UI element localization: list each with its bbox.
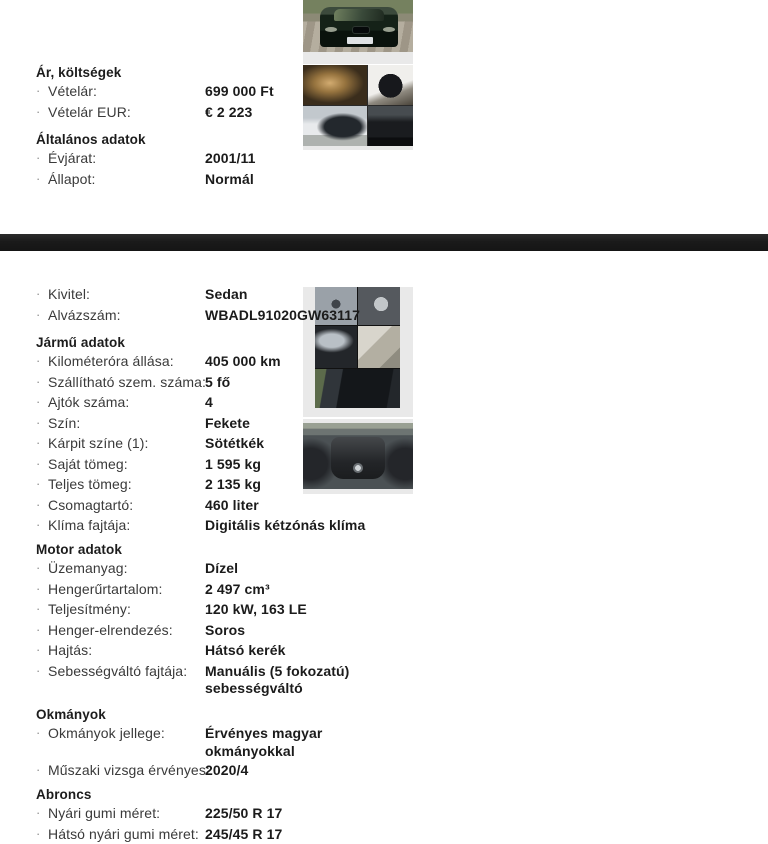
section-heading: Motor adatok: [36, 541, 456, 558]
car-grille-shape: [352, 26, 370, 34]
spec-value: Soros: [205, 620, 405, 640]
spec-label: Alvázszám:: [48, 305, 205, 326]
spec-row: [36, 372, 456, 393]
spec-row: [36, 824, 456, 844]
spec-value: 2020/4: [205, 760, 405, 780]
section-heading: Ár, költségek: [36, 64, 456, 81]
spec-label: Saját tömeg:: [48, 454, 205, 475]
section-vehicle: [36, 334, 456, 536]
bullet-dot: ·: [36, 760, 48, 781]
spec-label: Hengerűrtartalom:: [48, 579, 205, 600]
spec-row: [36, 579, 456, 600]
spec-row: [36, 284, 456, 305]
bullet-dot: ·: [36, 169, 48, 190]
section-heading: Abroncs: [36, 786, 456, 803]
section-heading: Okmányok: [36, 706, 456, 723]
bullet-dot: ·: [36, 81, 48, 102]
spec-row: [36, 495, 456, 516]
spec-label: Kilométeróra állása:: [48, 351, 205, 372]
spec-row: [36, 723, 456, 760]
bullet-dot: ·: [36, 579, 48, 600]
section-engine: [36, 541, 456, 698]
spec-label: Okmányok jellege:: [48, 723, 205, 744]
spec-value: 405 000 km: [205, 351, 405, 371]
car-license-plate-shape: [347, 37, 373, 44]
spec-label: Nyári gumi méret:: [48, 803, 205, 824]
section-divider-bar: [0, 234, 768, 251]
spec-value: 2001/11: [205, 148, 405, 168]
bullet-dot: ·: [36, 413, 48, 434]
spec-label: Henger-elrendezés:: [48, 620, 205, 641]
spec-label: Műszaki vizsga érvényes:: [48, 760, 205, 781]
spec-row: [36, 351, 456, 372]
spec-row: [36, 413, 456, 434]
spec-value: 460 liter: [205, 495, 405, 515]
spec-value: 4: [205, 392, 405, 412]
spec-value: Normál: [205, 169, 405, 189]
car-headlight-left-shape: [325, 27, 337, 32]
spec-label: Vételár:: [48, 81, 205, 102]
spec-row: [36, 81, 456, 102]
spec-row: [36, 760, 456, 781]
spec-label: Teljesítmény:: [48, 599, 205, 620]
section-heading: Általános adatok: [36, 131, 456, 148]
spec-label: Szállítható szem. száma:: [48, 372, 205, 393]
spec-label: Hátsó nyári gumi méret:: [48, 824, 205, 844]
bullet-dot: ·: [36, 102, 48, 123]
spec-label: Kivitel:: [48, 284, 205, 305]
bullet-dot: ·: [36, 803, 48, 824]
spec-label: Hajtás:: [48, 640, 205, 661]
car-windshield-shape: [334, 9, 384, 21]
spec-value: € 2 223: [205, 102, 405, 122]
spec-value: 5 fő: [205, 372, 405, 392]
spec-row: [36, 474, 456, 495]
bullet-dot: ·: [36, 305, 48, 326]
spec-value: Digitális kétzónás klíma: [205, 515, 405, 535]
bullet-dot: ·: [36, 599, 48, 620]
spec-row: [36, 640, 456, 661]
spec-row: [36, 102, 456, 123]
spec-label: Vételár EUR:: [48, 102, 205, 123]
spec-value: 225/50 R 17: [205, 803, 405, 823]
bullet-dot: ·: [36, 351, 48, 372]
spec-row: [36, 803, 456, 824]
spec-value: 245/45 R 17: [205, 824, 405, 844]
spec-value: Sedan: [205, 284, 405, 304]
spec-row: [36, 169, 456, 190]
spec-value: Hátsó kerék: [205, 640, 405, 660]
spec-row: [36, 515, 456, 536]
bullet-dot: ·: [36, 661, 48, 682]
bullet-dot: ·: [36, 723, 48, 744]
spec-row: [36, 599, 456, 620]
spec-row: [36, 305, 456, 326]
spec-value: Fekete: [205, 413, 405, 433]
spec-label: Évjárat:: [48, 148, 205, 169]
bullet-dot: ·: [36, 558, 48, 579]
spec-value: Manuális (5 fokozatú) sebességváltó: [205, 661, 405, 698]
spec-row: [36, 392, 456, 413]
spec-value: 120 kW, 163 LE: [205, 599, 405, 619]
section-tires: [36, 786, 456, 844]
bullet-dot: ·: [36, 515, 48, 536]
spec-row: [36, 433, 456, 454]
spec-label: Szín:: [48, 413, 205, 434]
bullet-dot: ·: [36, 495, 48, 516]
bullet-dot: ·: [36, 392, 48, 413]
spec-value: 2 135 kg: [205, 474, 405, 494]
spec-row: [36, 148, 456, 169]
spec-value: 699 000 Ft: [205, 81, 405, 101]
section-general: [36, 131, 456, 189]
bullet-dot: ·: [36, 148, 48, 169]
spec-label: Ajtók száma:: [48, 392, 205, 413]
car-headlight-right-shape: [383, 27, 395, 32]
spec-row: [36, 454, 456, 475]
bullet-dot: ·: [36, 640, 48, 661]
spec-value: 2 497 cm³: [205, 579, 405, 599]
spec-value: WBADL91020GW63117: [205, 305, 405, 325]
section-documents: [36, 706, 456, 781]
spec-value: 1 595 kg: [205, 454, 405, 474]
bullet-dot: ·: [36, 474, 48, 495]
spec-label: Klíma fajtája:: [48, 515, 205, 536]
car-front-photo: [303, 0, 413, 52]
spec-value: Érvényes magyar okmányokkal: [205, 723, 405, 760]
section-body-vin: [36, 284, 456, 325]
bullet-dot: ·: [36, 372, 48, 393]
bullet-dot: ·: [36, 433, 48, 454]
spec-row: [36, 620, 456, 641]
spec-value: Sötétkék: [205, 433, 405, 453]
spec-label: Állapot:: [48, 169, 205, 190]
spec-label: Csomagtartó:: [48, 495, 205, 516]
spec-label: Kárpit színe (1):: [48, 433, 205, 454]
bullet-dot: ·: [36, 824, 48, 844]
bullet-dot: ·: [36, 620, 48, 641]
main-photo-thumbnail[interactable]: [303, 0, 413, 64]
spec-label: Sebességváltó fajtája:: [48, 661, 205, 682]
bullet-dot: ·: [36, 454, 48, 475]
spec-value: Dízel: [205, 558, 405, 578]
spec-row: [36, 661, 456, 698]
bullet-dot: ·: [36, 284, 48, 305]
spec-label: Üzemanyag:: [48, 558, 205, 579]
spec-label: Teljes tömeg:: [48, 474, 205, 495]
section-heading: Jármű adatok: [36, 334, 456, 351]
section-price: [36, 64, 456, 122]
spec-row: [36, 558, 456, 579]
